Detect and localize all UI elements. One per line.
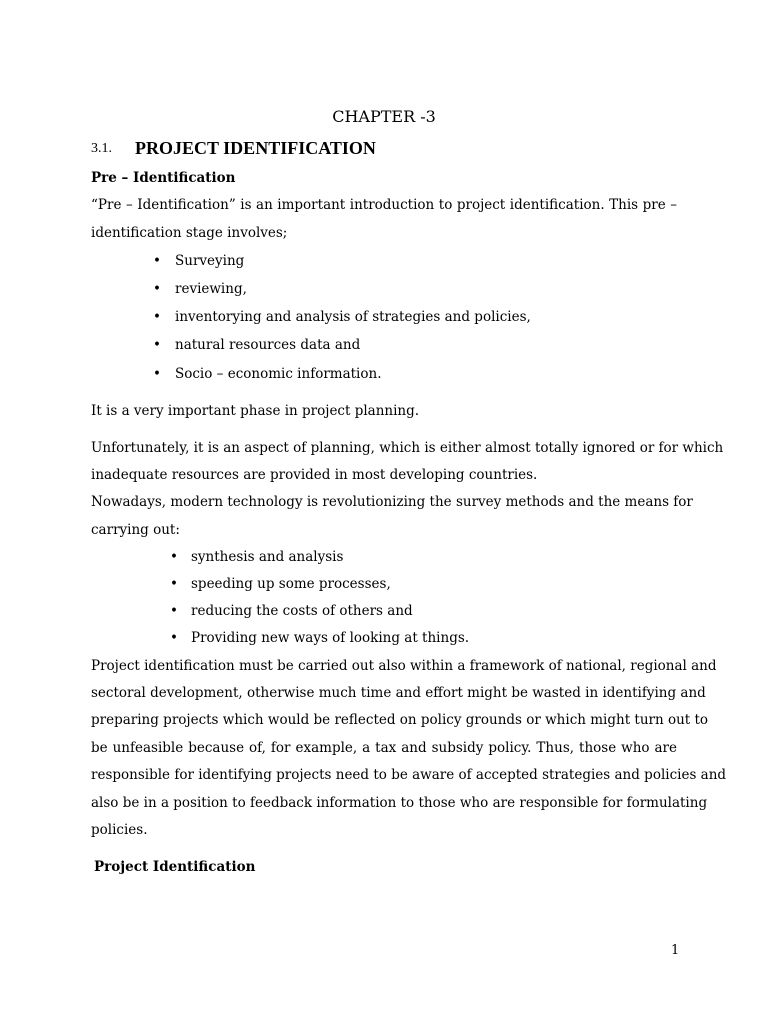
bullet-marker: • [170, 603, 178, 619]
framework-line-5: responsible for identifying projects need to be aware of accepted strategies and policies and [91, 767, 727, 783]
intro-line-2: identification stage involves; [91, 225, 288, 241]
bullet-marker: • [153, 281, 161, 297]
nowadays-line-1: Nowadays, modern technology is revolutionizing the survey methods and the means for [91, 494, 693, 510]
list-item: Surveying [175, 253, 245, 269]
list-item: synthesis and analysis [191, 549, 344, 565]
framework-line-1: Project identification must be carried out also within a framework of national, regional and [91, 658, 717, 674]
list-item: reducing the costs of others and [191, 603, 413, 619]
unfortunately-line-2: inadequate resources are provided in most developing countries. [91, 467, 538, 483]
bullet-marker: • [153, 309, 161, 325]
bullet-marker: • [153, 366, 161, 382]
nowadays-line-2: carrying out: [91, 522, 180, 538]
intro-line-1: “Pre – Identification” is an important introduction to project identification. This pre – [91, 197, 677, 213]
bullet-marker: • [170, 549, 178, 565]
list-item: Providing new ways of looking at things. [191, 630, 470, 646]
bullet-marker: • [153, 253, 161, 269]
framework-line-6: also be in a position to feedback information to those who are responsible for formulating [91, 795, 708, 811]
unfortunately-line-1: Unfortunately, it is an aspect of planning, which is either almost totally ignored or for which [91, 440, 724, 456]
framework-line-7: policies. [91, 822, 148, 838]
section-title: PROJECT IDENTIFICATION [135, 138, 376, 158]
bullet-marker: • [153, 337, 161, 353]
section-number: 3.1. [91, 141, 112, 156]
list-item: natural resources data and [175, 337, 361, 353]
bullet-marker: • [170, 576, 178, 592]
framework-line-2: sectoral development, otherwise much time and effort might be wasted in identifying and [91, 685, 706, 701]
list-item: inventorying and analysis of strategies and policies, [175, 309, 531, 325]
chapter-heading: CHAPTER -3 [332, 107, 436, 126]
bullet-marker: • [170, 630, 178, 646]
project-identification-heading: Project Identification [94, 859, 256, 875]
list-item: Socio – economic information. [175, 366, 382, 382]
list-item: speeding up some processes, [191, 576, 391, 592]
pre-identification-heading: Pre – Identification [91, 170, 236, 186]
page-number: 1 [671, 943, 680, 958]
framework-line-4: be unfeasible because of, for example, a tax and subsidy policy. Thus, those who are [91, 740, 677, 756]
phase-sentence: It is a very important phase in project planning. [91, 403, 420, 419]
list-item: reviewing, [175, 281, 247, 297]
framework-line-3: preparing projects which would be reflected on policy grounds or which might turn out to [91, 712, 709, 728]
